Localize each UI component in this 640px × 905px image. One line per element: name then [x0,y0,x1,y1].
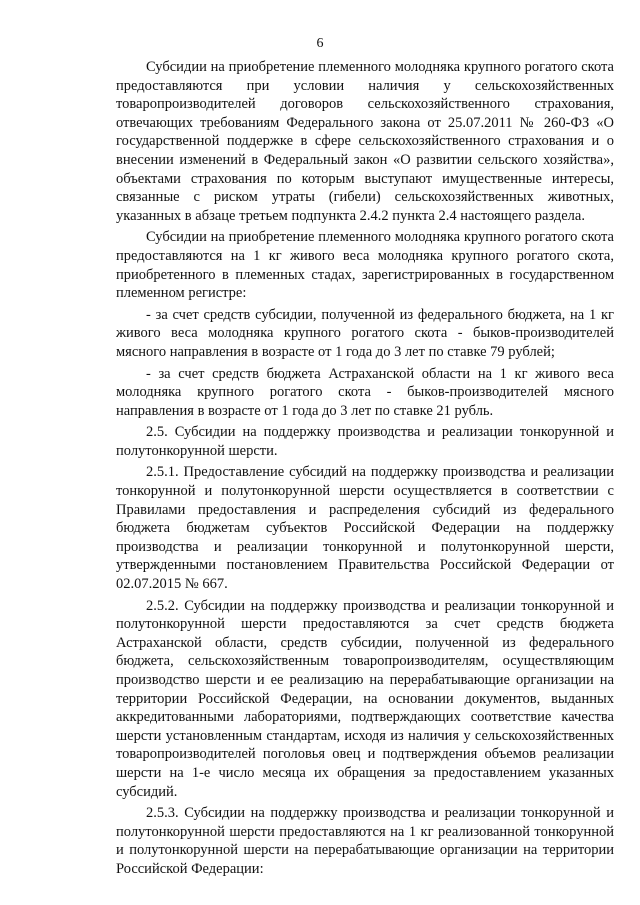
paragraph-2-5-3: 2.5.3. Субсидии на поддержку производства и реализации тонкорунной и полутонкорунной шерсти предоставляются на 1 кг реализованной тонкорунной и полутонкорунной шерсти на перерабатывающие организации на территории Российской Федерации: [116,805,614,877]
page-number: 6 [316,36,324,51]
paragraph-2-5-1: 2.5.1. Предоставление субсидий на поддержку производства и реализации тонкорунной и полутонкорунной шерсти осуществляется в соответствии с Правилами предоставления и распределения субсидий из федерального бюджета бюджетам субъектов Российской Федерации на поддержку производства и реализации тонкорунной и полутонкорунной шерсти, утвержденными постановлением Правительства Российской Федерации от 02.07.2015 № 667. [116,464,614,593]
section-heading-2-5: 2.5. Субсидии на поддержку производства и реализации тонкорунной и полутонкорунной шерсти. [116,424,614,459]
paragraph-insurance-condition: Субсидии на приобретение племенного молодняка крупного рогатого скота предоставляются при условии наличия у сельскохозяйственных товаропроизводителей договоров сельскохозяйственного страхования, отвечающих требованиям Федерального закона от 25.07.2011 № 260-ФЗ «О государственной поддержке в сфере сельскохозяйственного страхования и о внесении изменений в Федеральный закон «О развитии сельского хозяйства», объектами страхования по которым выступают имущественные интересы, связанные с риском утраты (гибели) сельскохозяйственных животных, указанных в абзаце третьем подпункта 2.4.2 пункта 2.4 настоящего раздела. [116,59,614,224]
paragraph-federal-rate: - за счет средств субсидии, полученной из федерального бюджета, на 1 кг живого веса молодняка крупного рогатого скота - быков-производителей мясного направления в возрасте от 1 года до 3 лет по ставке 79 рублей; [116,306,614,360]
paragraph-live-weight-basis: Субсидии на приобретение племенного молодняка крупного рогатого скота предоставляются на 1 кг живого веса молодняка крупного рогатого скота, приобретенного в племенных стадах, зарегистрированных в государственном племенном регистре: [116,229,614,302]
paragraph-regional-rate: - за счет средств бюджета Астраханской области на 1 кг живого веса молодняка крупного рогатого скота - быков-производителей мясного направления в возрасте от 1 года до 3 лет по ставке 21 рубль. [116,365,614,419]
paragraph-2-5-2: 2.5.2. Субсидии на поддержку производства и реализации тонкорунной и полутонкорунной шерсти предоставляются за счет средств бюджета Астраханской области, средств субсидии, полученной из федерального бюджета, сельскохозяйственным товаропроизводителям, осуществляющим производство шерсти и ее реализацию на перерабатывающие организации на территории Российской Федерации, на основании документов, выданных аккредитованными лабораториями, подтверждающих соответствие качества шерсти установленным стандартам, исходя из наличия у сельскохозяйственных товаропроизводителей поголовья овец и подтверждения объемов реализации шерсти на 1-е число месяца их обращения за предоставлением указанных субсидий. [116,597,614,800]
document-body [116,58,614,882]
